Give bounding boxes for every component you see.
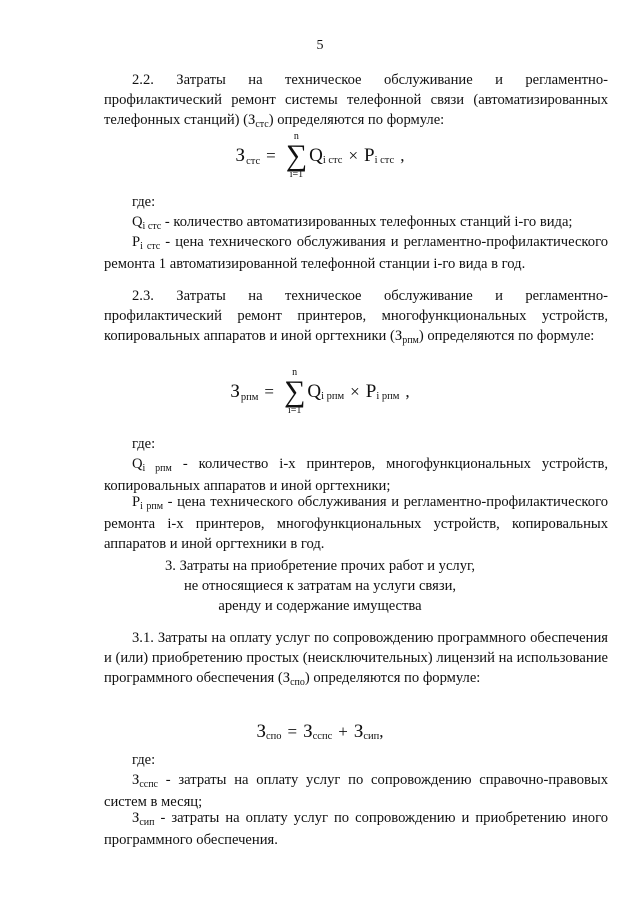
sigma-symbol: ∑ bbox=[285, 139, 308, 172]
formula-zrpm-q: Q bbox=[307, 381, 322, 402]
definition-z-sspc bbox=[104, 770, 608, 812]
formula-zspo-term-b-sub: сип bbox=[363, 731, 380, 742]
formula-zrpm-sum-lower: i=1 bbox=[287, 405, 302, 416]
formula-zrpm-q-sub: i рпм bbox=[321, 391, 345, 402]
definition-q-stc-symbol: Q bbox=[132, 214, 143, 230]
section-3-heading-line-1: 3. Затраты на приобретение прочих работ и услуг, bbox=[165, 558, 475, 574]
definition-p-stc-sub: i стс bbox=[140, 241, 161, 252]
formula-zspo-equals: = bbox=[287, 722, 298, 741]
formula-zspo-term-b: З bbox=[353, 721, 364, 742]
definition-p-rpm-symbol: P bbox=[132, 494, 141, 510]
paragraph-3-1-after: ) определяются по формуле: bbox=[304, 670, 481, 686]
formula-zstc bbox=[0, 126, 640, 186]
definition-q-stc bbox=[104, 212, 608, 234]
where-label-3: где: bbox=[132, 752, 156, 768]
formula-zrpm-times: × bbox=[350, 382, 360, 401]
formula-zspo-plus: + bbox=[338, 722, 348, 741]
definition-z-sip-text: - затраты на оплату услуг по сопровождению и приобретению иного программного обеспечения. bbox=[104, 810, 608, 848]
paragraph-2-3 bbox=[104, 286, 608, 348]
paragraph-2-2 bbox=[104, 70, 608, 132]
definition-q-stc-text: - количество автоматизированных телефонных станций i-го вида; bbox=[161, 214, 573, 230]
definition-z-sspc-text: - затраты на оплату услуг по сопровождению справочно-правовых систем в месяц; bbox=[104, 772, 608, 810]
formula-zstc-q-sub: i стс bbox=[322, 155, 343, 166]
definition-z-sip bbox=[104, 808, 608, 850]
where-label-1: где: bbox=[132, 194, 156, 210]
definition-p-rpm-sub: i рпм bbox=[140, 501, 164, 512]
definition-q-rpm-text: - количество i-х принтеров, многофункциональных устройств, копировальных аппаратов и иной оргтехники; bbox=[104, 456, 608, 494]
formula-zstc-q: Q bbox=[309, 145, 323, 166]
definition-z-sspc-symbol: З bbox=[132, 772, 140, 788]
formula-zrpm-lhs: З bbox=[230, 381, 240, 402]
paragraph-2-2-sub: стс bbox=[255, 119, 269, 130]
formula-zspo bbox=[0, 702, 640, 762]
formula-zspo-term-a: З bbox=[303, 721, 313, 742]
formula-zstc-comma: , bbox=[400, 146, 405, 165]
definition-z-sspc-sub: сспс bbox=[139, 779, 158, 790]
formula-zstc-equals: = bbox=[266, 146, 276, 165]
definition-q-rpm-sub: i рпм bbox=[142, 463, 172, 474]
paragraph-2-2-after: ) определяются по формуле: bbox=[268, 112, 445, 128]
formula-zrpm bbox=[0, 362, 640, 422]
sigma-symbol: ∑ bbox=[283, 375, 306, 408]
paragraph-3-1-text: 3.1. Затраты на оплату услуг по сопровождению программного обеспечения и (или) приобретению простых (неисключительных) лицензий на использование программного обеспечения (З bbox=[104, 630, 608, 686]
formula-zrpm-comma: , bbox=[405, 382, 410, 401]
definition-q-stc-sub: i стс bbox=[142, 221, 162, 232]
paragraph-3-1 bbox=[104, 628, 608, 690]
formula-zstc-sum bbox=[286, 132, 307, 180]
where-label-2: где: bbox=[132, 436, 156, 452]
definition-q-rpm-symbol: Q bbox=[132, 456, 143, 472]
formula-zrpm-sum bbox=[284, 368, 305, 416]
page-number: 5 bbox=[316, 38, 324, 53]
formula-zrpm-lhs-sub: рпм bbox=[240, 392, 259, 403]
definition-p-stc bbox=[104, 232, 608, 274]
definition-z-sip-symbol: З bbox=[132, 810, 140, 826]
formula-zrpm-p-sub: i рпм bbox=[376, 391, 400, 402]
formula-zstc-p-sub: i стс bbox=[374, 155, 395, 166]
formula-zstc-sum-upper: n bbox=[293, 131, 299, 142]
formula-zspo-lhs: З bbox=[256, 721, 266, 742]
paragraph-2-2-text: 2.2. Затраты на техническое обслуживание и регламентно-профилактический ремонт системы телефонной связи (автоматизированных телефонных станций) (З bbox=[104, 72, 608, 128]
definition-z-sip-sub: сип bbox=[139, 817, 155, 828]
paragraph-2-3-after: ) определяются по формуле: bbox=[418, 328, 595, 344]
formula-zspo-term-a-sub: сспс bbox=[312, 731, 333, 742]
definition-p-rpm bbox=[104, 492, 608, 554]
formula-zspo-comma: , bbox=[379, 722, 384, 741]
formula-zstc-p: P bbox=[364, 145, 375, 166]
formula-zrpm-p: P bbox=[365, 381, 377, 402]
formula-zstc-lhs: З bbox=[235, 145, 246, 166]
paragraph-2-3-sub: рпм bbox=[402, 335, 419, 346]
formula-zrpm-sum-upper: n bbox=[292, 367, 298, 378]
definition-p-stc-text: - цена технического обслуживания и регламентно-профилактического ремонта 1 автоматизированной телефонной станции i-го вида в год. bbox=[104, 234, 609, 272]
definition-p-stc-symbol: P bbox=[132, 234, 141, 250]
section-3-heading-line-2: не относящиеся к затратам на услуги связи, bbox=[183, 578, 457, 594]
paragraph-2-3-text: 2.3. Затраты на техническое обслуживание и регламентно-профилактический ремонт принтеров, многофункциональных устройств, копировальных аппаратов и иной оргтехники (З bbox=[104, 288, 608, 344]
section-3-heading-line-3: аренду и содержание имущества bbox=[218, 598, 422, 614]
formula-zstc-lhs-sub: стс bbox=[246, 156, 261, 167]
paragraph-3-1-sub: спо bbox=[290, 677, 305, 688]
formula-zstc-times: × bbox=[348, 146, 359, 165]
formula-zstc-sum-lower: i=1 bbox=[289, 169, 304, 180]
formula-zrpm-equals: = bbox=[264, 382, 274, 401]
definition-q-rpm bbox=[104, 454, 608, 496]
formula-zspo-lhs-sub: спо bbox=[265, 731, 282, 742]
definition-p-rpm-text: - цена технического обслуживания и регламентно-профилактического ремонта i-х принтеров, многофункциональных устройств, копировальных аппаратов и иной оргтехники в год. bbox=[104, 494, 608, 552]
